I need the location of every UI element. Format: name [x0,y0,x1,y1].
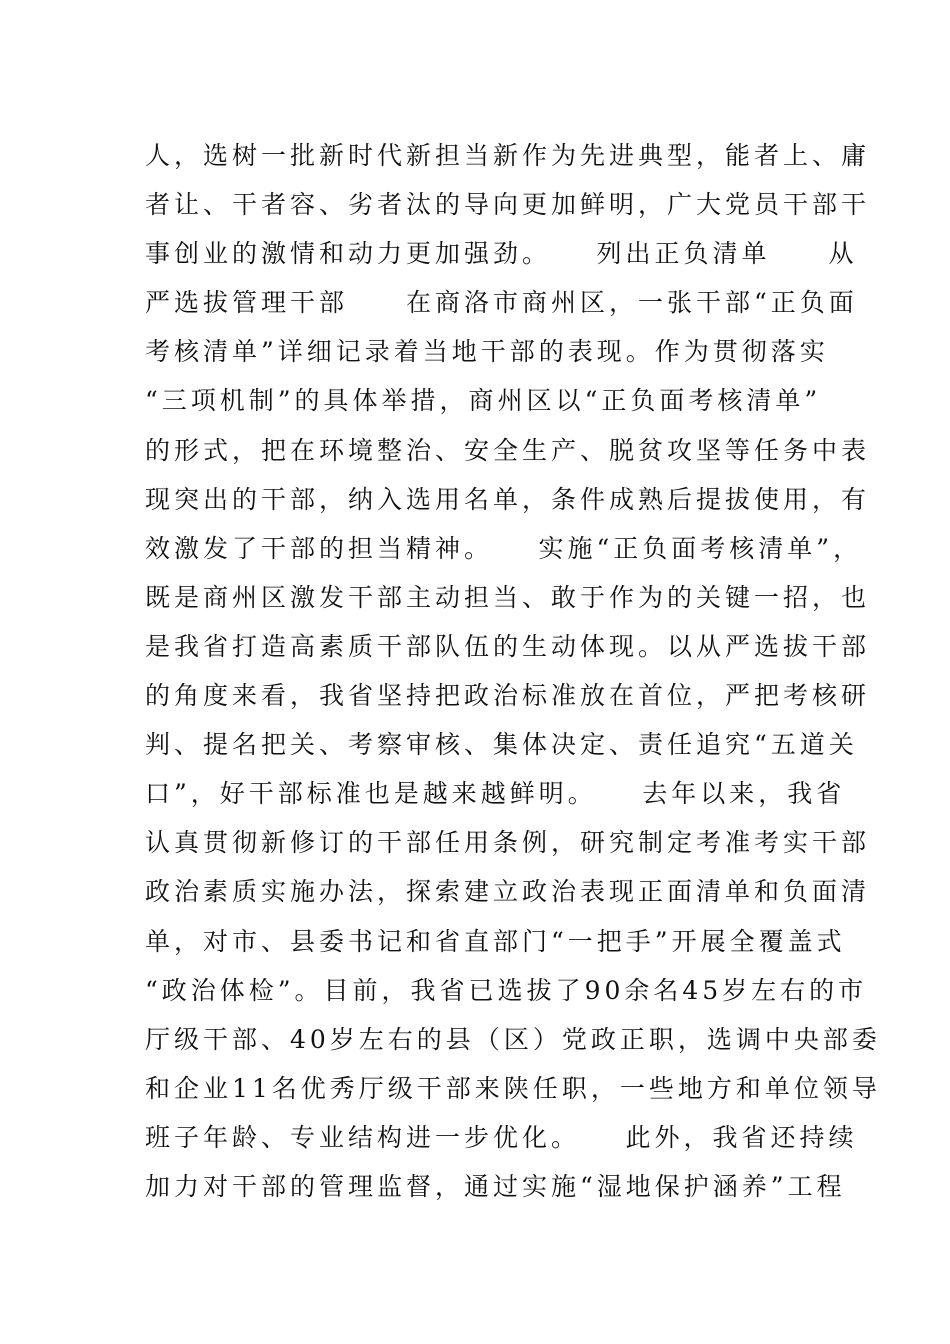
text-line: 政治素质实施办法，探索建立政治表现正面清单和负面清 [145,877,871,907]
text-line: 效激发了干部的担当精神。 实施“正负面考核清单”， [145,533,863,563]
text-line: 者让、干者容、劣者汰的导向更加鲜明，广大党员干部干 [145,190,871,220]
text-line: 严选拔管理干部 在商洛市商州区，一张干部“正负面 [145,288,858,318]
text-line: 班子年龄、专业结构进一步优化。 此外，我省还持续 [145,1122,858,1152]
text-line: 认真贯彻新修订的干部任用条例，研究制定考准考实干部 [145,828,871,858]
text-line: 既是商州区激发干部主动担当、敢于作为的关键一招，也 [145,582,871,612]
text-line: 和企业11名优秀厅级干部来陕任职，一些地方和单位领导 [145,1073,881,1103]
text-line: 事创业的激情和动力更加强劲。 列出正负清单 从 [145,239,858,269]
text-line: 口”，好干部标准也是越来越鲜明。 去年以来，我省 [145,779,846,809]
text-line: 的形式，把在环境整治、安全生产、脱贫攻坚等任务中表 [145,435,871,465]
text-line: 判、提名把关、考察审核、集体决定、责任追究“五道关 [145,730,858,760]
text-line: 的角度来看，我省坚持把政治标准放在首位，严把考核研 [145,681,871,711]
text-line: 厅级干部、40岁左右的县（区）党政正职，选调中央部委 [145,1024,881,1054]
text-line: 加力对干部的管理监督，通过实施“湿地保护涵养”工程 [145,1171,846,1201]
text-line: “三项机制”的具体举措，商州区以“正负面考核清单” [145,386,822,416]
text-line: 现突出的干部，纳入选用名单，条件成熟后提拔使用，有 [145,484,871,514]
text-line: “政治体检”。目前，我省已选拔了90余名45岁左右的市 [145,975,868,1005]
text-line: 是我省打造高素质干部队伍的生动体现。以从严选拔干部 [145,631,871,661]
text-line: 考核清单”详细记录着当地干部的表现。作为贯彻落实 [145,337,829,367]
text-line: 人，选树一批新时代新担当新作为先进典型，能者上、庸 [145,141,871,170]
body-text [145,131,881,1211]
text-line: 单，对市、县委书记和省直部门“一把手”开展全覆盖式 [145,926,846,956]
